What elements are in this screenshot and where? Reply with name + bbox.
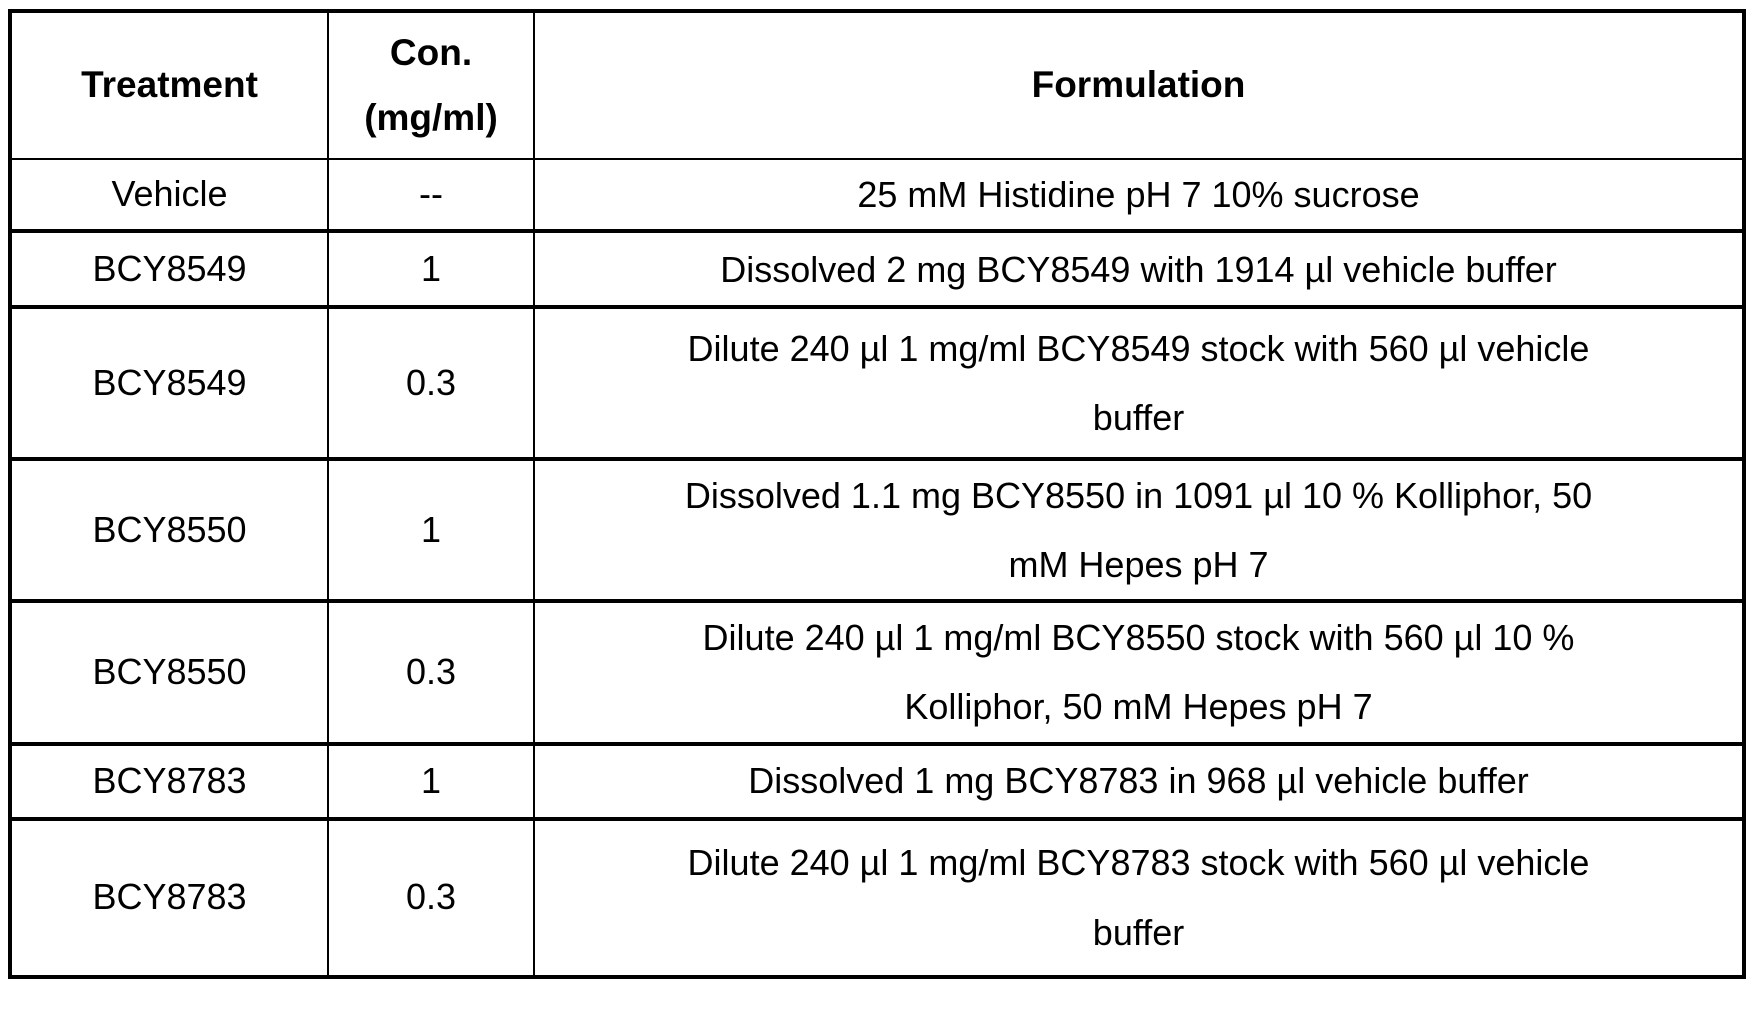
formulation-cell: Dilute 240 µl 1 mg/ml BCY8549 stock with 560 µl vehicle buffer [534, 307, 1744, 459]
table-row [10, 231, 1744, 307]
treatment-cell: Vehicle [10, 159, 328, 231]
concentration-cell: 1 [328, 459, 534, 601]
treatment-cell: BCY8549 [10, 231, 328, 307]
treatment-column-header: Treatment [10, 11, 328, 159]
treatment-cell: BCY8783 [10, 819, 328, 977]
formulation-table [8, 9, 1746, 979]
concentration-cell: 1 [328, 744, 534, 819]
concentration-cell: 0.3 [328, 601, 534, 743]
table-row [10, 744, 1744, 819]
concentration-cell: 0.3 [328, 307, 534, 459]
table-row [10, 601, 1744, 743]
treatment-cell: BCY8550 [10, 601, 328, 743]
concentration-cell: -- [328, 159, 534, 231]
table-row [10, 307, 1744, 459]
formulation-cell: Dilute 240 µl 1 mg/ml BCY8783 stock with 560 µl vehicle buffer [534, 819, 1744, 977]
formulation-column-header: Formulation [534, 11, 1744, 159]
table-row [10, 819, 1744, 977]
concentration-cell: 1 [328, 231, 534, 307]
table-row [10, 459, 1744, 601]
table-header-row [10, 11, 1744, 159]
formulation-cell: Dilute 240 µl 1 mg/ml BCY8550 stock with 560 µl 10 % Kolliphor, 50 mM Hepes pH 7 [534, 601, 1744, 743]
formulation-cell: 25 mM Histidine pH 7 10% sucrose [534, 159, 1744, 231]
formulation-cell: Dissolved 1 mg BCY8783 in 968 µl vehicle buffer [534, 744, 1744, 819]
treatment-cell: BCY8549 [10, 307, 328, 459]
formulation-cell: Dissolved 2 mg BCY8549 with 1914 µl vehicle buffer [534, 231, 1744, 307]
treatment-cell: BCY8783 [10, 744, 328, 819]
concentration-cell: 0.3 [328, 819, 534, 977]
treatment-cell: BCY8550 [10, 459, 328, 601]
concentration-column-header: Con. (mg/ml) [328, 11, 534, 159]
formulation-cell: Dissolved 1.1 mg BCY8550 in 1091 µl 10 % Kolliphor, 50 mM Hepes pH 7 [534, 459, 1744, 601]
table-row [10, 159, 1744, 231]
